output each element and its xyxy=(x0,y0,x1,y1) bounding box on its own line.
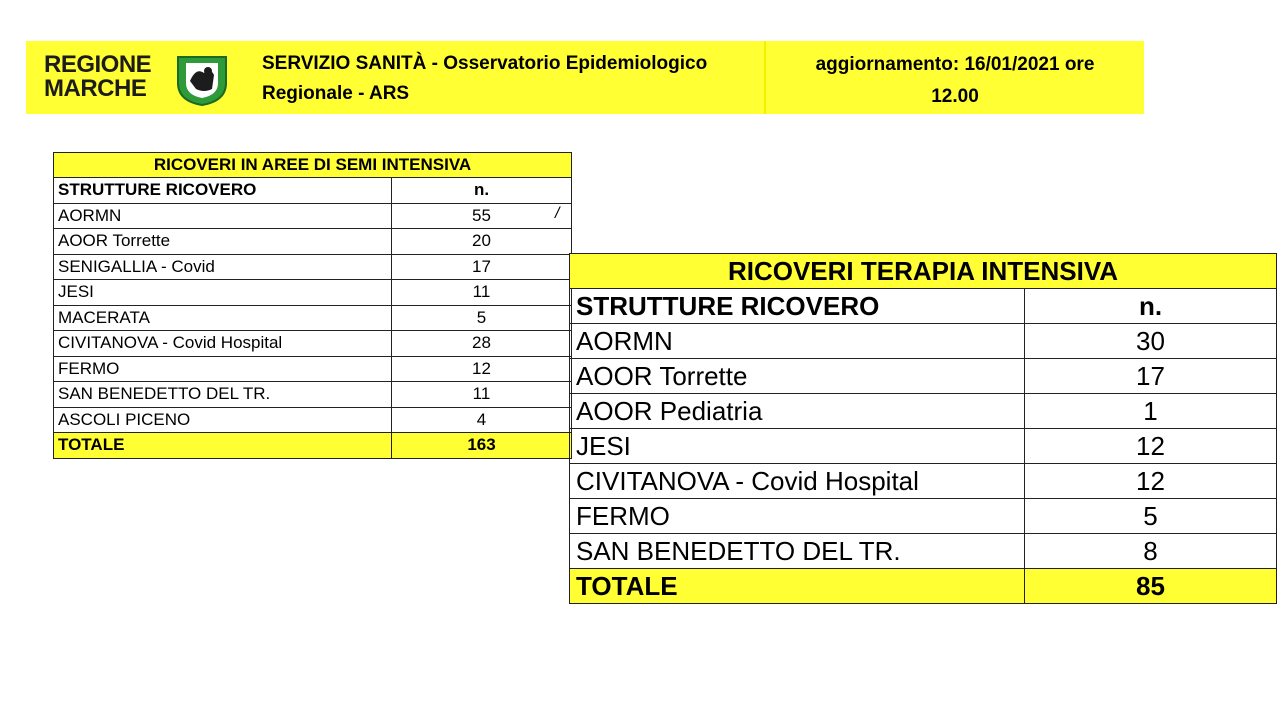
logo-line-2: MARCHE xyxy=(44,75,147,102)
struttura-cell: AORMN xyxy=(54,203,392,229)
count-cell: 55 xyxy=(392,203,572,229)
table-row xyxy=(54,203,572,229)
column-header-strutture: STRUTTURE RICOVERO xyxy=(570,289,1025,324)
stray-mark: / xyxy=(555,205,560,222)
struttura-cell: AOOR Torrette xyxy=(570,359,1025,394)
struttura-cell: AOOR Torrette xyxy=(54,229,392,255)
struttura-cell: FERMO xyxy=(54,356,392,382)
table-header-row xyxy=(570,289,1277,324)
count-cell: 12 xyxy=(1025,464,1277,499)
count-cell: 20 xyxy=(392,229,572,255)
table-row xyxy=(570,499,1277,534)
struttura-cell: FERMO xyxy=(570,499,1025,534)
update-line-1: aggiornamento: 16/01/2021 ore xyxy=(815,54,1095,75)
column-header-n: n. xyxy=(392,178,572,204)
table-row xyxy=(54,254,572,280)
banner-title-line-1: SERVIZIO SANITÀ - Osservatorio Epidemiologico xyxy=(262,53,708,74)
count-cell: 11 xyxy=(392,382,572,408)
table-row xyxy=(54,229,572,255)
table-caption-row xyxy=(570,254,1277,289)
struttura-cell: AOOR Pediatria xyxy=(570,394,1025,429)
struttura-cell: CIVITANOVA - Covid Hospital xyxy=(54,331,392,357)
struttura-cell: JESI xyxy=(54,280,392,306)
table-caption-row xyxy=(54,153,572,178)
struttura-cell: ASCOLI PICENO xyxy=(54,407,392,433)
column-header-strutture: STRUTTURE RICOVERO xyxy=(54,178,392,204)
count-cell: 28 xyxy=(392,331,572,357)
regione-marche-logo xyxy=(44,53,244,105)
table-row xyxy=(570,534,1277,569)
count-cell: 5 xyxy=(392,305,572,331)
table-row xyxy=(570,464,1277,499)
table-row xyxy=(570,394,1277,429)
struttura-cell: CIVITANOVA - Covid Hospital xyxy=(570,464,1025,499)
table-row xyxy=(54,407,572,433)
table-row xyxy=(54,382,572,408)
update-line-2: 12.00 xyxy=(931,86,979,107)
struttura-cell: SENIGALLIA - Covid xyxy=(54,254,392,280)
count-cell: 8 xyxy=(1025,534,1277,569)
struttura-cell: MACERATA xyxy=(54,305,392,331)
table-row xyxy=(570,359,1277,394)
column-header-n: n. xyxy=(1025,289,1277,324)
semi-intensiva-table xyxy=(53,152,572,459)
table-row xyxy=(54,331,572,357)
count-cell: 30 xyxy=(1025,324,1277,359)
table-caption: RICOVERI TERAPIA INTENSIVA xyxy=(570,254,1277,289)
count-cell: 12 xyxy=(1025,429,1277,464)
table-row xyxy=(54,280,572,306)
struttura-cell: SAN BENEDETTO DEL TR. xyxy=(54,382,392,408)
logo-line-1: REGIONE xyxy=(44,51,152,78)
count-cell: 4 xyxy=(392,407,572,433)
total-count: 163 xyxy=(392,433,572,459)
banner-title xyxy=(262,49,762,109)
count-cell: 17 xyxy=(1025,359,1277,394)
table-row xyxy=(54,305,572,331)
struttura-cell: AORMN xyxy=(570,324,1025,359)
count-cell: 17 xyxy=(392,254,572,280)
total-count: 85 xyxy=(1025,569,1277,604)
header-banner xyxy=(26,41,1144,114)
total-row xyxy=(570,569,1277,604)
terapia-intensiva-table xyxy=(569,253,1277,604)
table-caption: RICOVERI IN AREE DI SEMI INTENSIVA xyxy=(54,153,572,178)
count-cell: 11 xyxy=(392,280,572,306)
regione-marche-emblem-icon xyxy=(174,53,230,107)
table-header-row xyxy=(54,178,572,204)
struttura-cell: JESI xyxy=(570,429,1025,464)
table-row xyxy=(570,324,1277,359)
total-label: TOTALE xyxy=(54,433,392,459)
table-row xyxy=(570,429,1277,464)
total-label: TOTALE xyxy=(570,569,1025,604)
count-cell: 1 xyxy=(1025,394,1277,429)
count-cell: 5 xyxy=(1025,499,1277,534)
table-row xyxy=(54,356,572,382)
total-row xyxy=(54,433,572,459)
banner-title-line-2: Regionale - ARS xyxy=(262,83,410,104)
update-timestamp xyxy=(766,49,1144,113)
struttura-cell: SAN BENEDETTO DEL TR. xyxy=(570,534,1025,569)
logo-text xyxy=(44,53,151,101)
count-cell: 12 xyxy=(392,356,572,382)
